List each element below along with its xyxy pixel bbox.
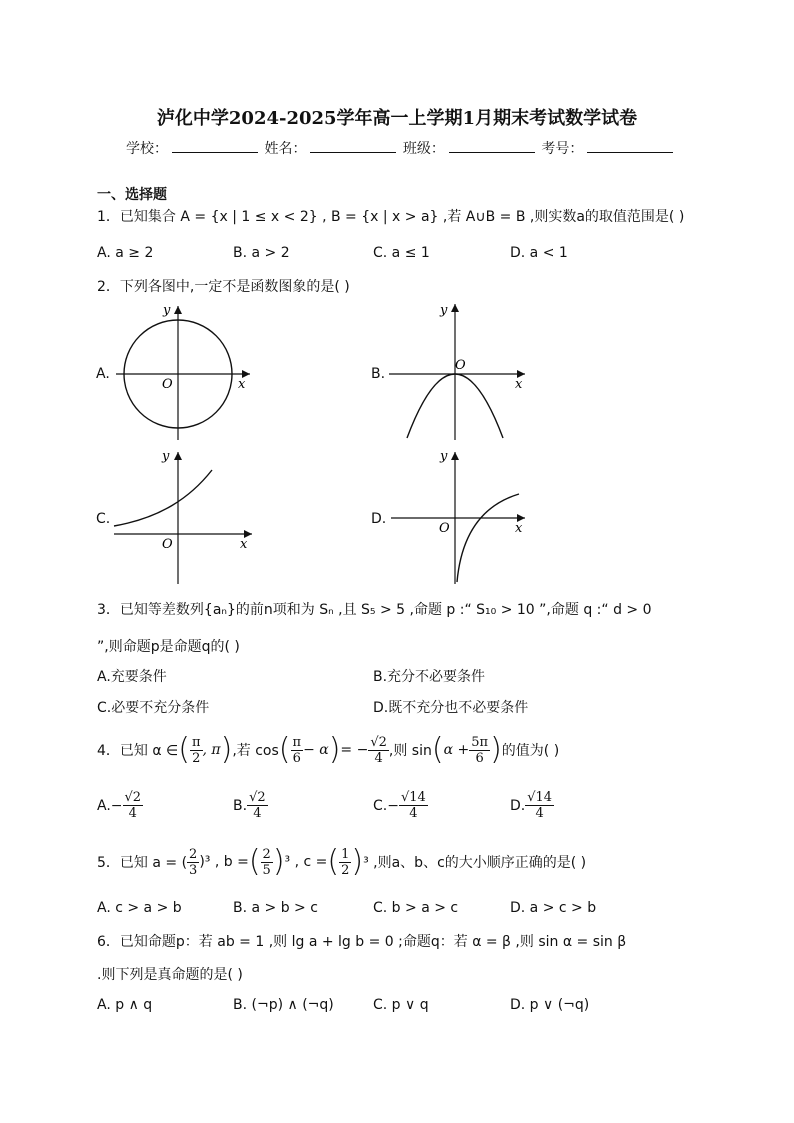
q2b-y-label: y — [440, 303, 448, 318]
q4-option-a — [97, 790, 143, 821]
q4-option-d-den: 4 — [535, 806, 544, 821]
q4-option-a-sign: − — [110, 797, 123, 814]
q4-minus-alpha: − α — [303, 742, 329, 758]
q4-option-c-label: C. — [373, 797, 388, 814]
q2-label-b: B. — [371, 366, 386, 382]
q5-frac-b — [261, 847, 273, 878]
q4-option-a-frac — [123, 790, 144, 821]
q2-graph-a-circle — [110, 302, 260, 442]
q2a-origin-label: O — [162, 377, 173, 392]
q3-option-b: B.充分不必要条件 — [373, 669, 486, 685]
q4-frac-sqrt2-4 — [368, 735, 389, 766]
q4-option-d-frac — [525, 790, 554, 821]
q5-frac-num: 1 — [341, 846, 350, 862]
q5-text-1: 5．已知 a = ( — [97, 855, 188, 871]
q5-frac-den: 3 — [189, 862, 198, 878]
q4-paren-close-3: ) — [490, 732, 502, 767]
q4-text-5: 的值为( ) — [501, 743, 560, 759]
q5-frac-num: 2 — [262, 846, 271, 862]
q4-option-b-den: 4 — [253, 806, 262, 821]
q4-stem — [97, 728, 559, 772]
q4-option-d-label: D. — [510, 797, 526, 814]
q4-option-b-label: B. — [233, 797, 248, 814]
q6-stem-line2: .则下列是真命题的是( ) — [97, 967, 243, 983]
section-heading: 一、选择题 — [97, 187, 167, 203]
q4-option-c-num: √14 — [400, 790, 426, 805]
q4-option-b — [233, 790, 268, 821]
q5-frac-den: 5 — [262, 862, 271, 878]
q2-graph-c-exponential — [110, 448, 260, 586]
class-label: 班级： — [402, 141, 445, 157]
q4-option-b-frac — [247, 790, 268, 821]
q2a-x-label: x — [238, 377, 246, 392]
q3-option-d: D.既不充分也不必要条件 — [373, 700, 529, 716]
q1-option-a: A. a ≥ 2 — [97, 245, 154, 261]
q4-frac-den: 2 — [192, 750, 201, 766]
id-label: 考号： — [541, 141, 584, 157]
q5-stem — [97, 840, 586, 884]
q4-option-c — [373, 790, 428, 821]
q2b-origin-label: O — [455, 358, 466, 373]
q3-stem-line2: ”,则命题p是命题q的( ) — [97, 639, 240, 655]
q4-text-3: = − — [340, 742, 369, 758]
q2d-y-label: y — [440, 449, 448, 464]
q5-paren-close-c: ) — [351, 844, 364, 879]
q4-frac-pi-6 — [291, 735, 304, 766]
q4-frac-num: π — [191, 734, 201, 750]
q4-paren-close-1: ) — [220, 732, 233, 767]
q2c-origin-label: O — [162, 537, 173, 552]
q5-option-c: C. b > a > c — [373, 900, 459, 916]
q4-frac-den: 4 — [374, 750, 383, 766]
q5-paren-open-c: ( — [327, 844, 340, 879]
q6-stem-line1: 6．已知命题p：若 ab = 1 ,则 lg a + lg b = 0 ;命题q：若 α = β ,则 sin α = sin β — [97, 934, 627, 950]
q4-frac-den: 6 — [292, 750, 301, 766]
q6-option-a: A. p ∧ q — [97, 997, 153, 1013]
q2-label-d: D. — [371, 511, 387, 527]
q5-paren-open-b: ( — [248, 844, 261, 879]
q4-option-d — [510, 790, 554, 821]
q6-option-b: B. (¬p) ∧ (¬q) — [233, 997, 334, 1013]
school-blank — [172, 140, 258, 153]
q2a-y-label: y — [163, 303, 171, 318]
q2-graph-d-log — [387, 448, 532, 586]
q3-option-c: C.必要不充分条件 — [97, 700, 210, 716]
q5-paren-close-b: ) — [272, 844, 285, 879]
q4-paren-open-2: ( — [278, 732, 291, 767]
school-label: 学校： — [126, 141, 168, 157]
q4-option-b-num: √2 — [249, 790, 266, 805]
class-blank — [449, 140, 535, 153]
q5-option-b: B. a > b > c — [233, 900, 318, 916]
q4-alpha-plus: α + — [443, 742, 470, 758]
q5-option-d: D. a > c > b — [510, 900, 597, 916]
q4-pi: , π — [202, 742, 221, 758]
q6-option-d: D. p ∨ (¬q) — [510, 997, 590, 1013]
page-title: 泸化中学2024-2025学年高一上学期1月期末考试数学试卷 — [156, 108, 638, 129]
q5-option-a: A. c > a > b — [97, 900, 182, 916]
q4-option-a-label: A. — [97, 797, 111, 814]
q1-option-c: C. a ≤ 1 — [373, 245, 430, 261]
q5-frac-num: 2 — [189, 846, 198, 862]
q2d-origin-label: O — [439, 521, 450, 536]
q5-frac-den: 2 — [341, 862, 350, 878]
q4-text-2: ,若 cos — [232, 743, 279, 759]
q4-paren-open-1: ( — [178, 732, 190, 767]
q2-label-a: A. — [96, 366, 110, 382]
q4-option-a-num: √2 — [124, 790, 142, 805]
q4-option-c-frac — [399, 790, 428, 821]
q4-frac-den: 6 — [475, 750, 484, 766]
q2c-y-label: y — [162, 449, 170, 464]
q1-option-d: D. a < 1 — [510, 245, 568, 261]
q5-text-1b: )³ , b = — [199, 854, 249, 870]
q1-option-b: B. a > 2 — [233, 245, 290, 261]
q4-frac-5pi-6 — [469, 735, 490, 766]
q4-frac-num: π — [292, 734, 302, 750]
q4-option-c-den: 4 — [409, 806, 418, 821]
q2d-x-label: x — [515, 521, 523, 536]
q4-option-c-sign: − — [387, 797, 399, 814]
q3-option-a: A.充要条件 — [97, 669, 167, 685]
q4-frac-num: √2 — [370, 734, 387, 750]
q2-label-c: C. — [96, 511, 111, 527]
q4-option-a-den: 4 — [128, 806, 137, 821]
q2b-x-label: x — [515, 377, 523, 392]
q4-text-4: ,则 sin — [388, 743, 432, 759]
q4-paren-close-2: ) — [328, 732, 341, 767]
name-blank — [310, 140, 396, 153]
q2-stem: 2．下列各图中,一定不是函数图象的是( ) — [97, 279, 350, 295]
q2c-x-label: x — [240, 537, 248, 552]
name-label: 姓名： — [264, 141, 307, 157]
q3-stem-line1: 3．已知等差数列{aₙ}的前n项和为 Sₙ ,且 S₅ > 5 ,命题 p :“ S₁₀ > 10 ”,命题 q :“ d > 0 — [97, 602, 652, 618]
q5-text-2: ³ , c = — [284, 854, 328, 870]
q4-paren-open-3: ( — [431, 732, 444, 767]
q4-text-1: 4．已知 α ∈ — [97, 743, 179, 759]
q5-text-3: ³ ,则a、b、c的大小顺序正确的是( ) — [363, 855, 587, 871]
q4-option-d-num: √14 — [527, 790, 553, 805]
q4-frac-pi-2 — [190, 735, 203, 766]
q5-frac-c — [339, 847, 351, 878]
q2-graph-b-parabola — [385, 300, 530, 442]
q4-frac-num: 5π — [471, 734, 489, 750]
q1-stem: 1．已知集合 A = {x | 1 ≤ x < 2} , B = {x | x > a} ,若 A∪B = B ,则实数a的取值范围是( ) — [97, 209, 685, 225]
student-info-row — [126, 138, 675, 158]
q5-frac-a — [187, 847, 199, 878]
id-blank — [587, 140, 673, 153]
q6-option-c: C. p ∨ q — [373, 997, 429, 1013]
